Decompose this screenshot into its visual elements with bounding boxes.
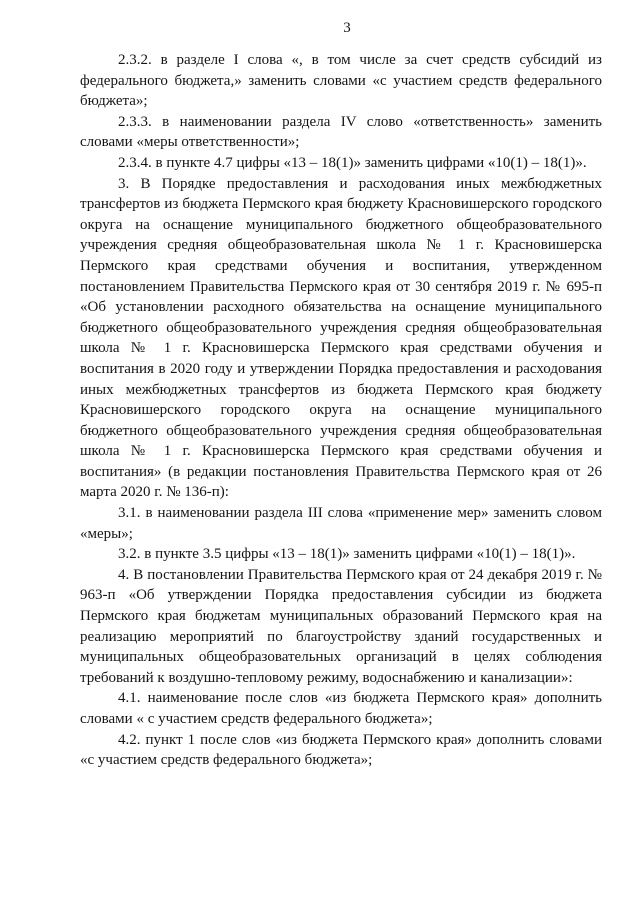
paragraph-2-3-4: 2.3.4. в пункте 4.7 цифры «13 – 18(1)» заменить цифрами «10(1) – 18(1)». [118,154,587,171]
paragraph-3-2: 3.2. в пункте 3.5 цифры «13 – 18(1)» заменить цифрами «10(1) – 18(1)». [118,546,576,563]
paragraph-4-2: 4.2. пункт 1 после слов «из бюджета Пермского края» дополнить словами «с участием средств федерального бюджета»; [80,731,602,769]
paragraph-2-3-3: 2.3.3. в наименовании раздела IV слово «ответственность» заменить словами «меры ответственности»; [80,113,602,151]
page-number: 3 [343,20,351,36]
paragraph-4-1: 4.1. наименование после слов «из бюджета Пермского края» дополнить словами « с участием средств федерального бюджета»; [80,690,602,727]
paragraph-4: 4. В постановлении Правительства Пермского края от 24 декабря 2019 г. № 963-п «Об утверждении Порядка предоставления субсидии из бюджета Пермского края бюджетам муниципальных образований Пермского края на реализацию мероприятий по благоустройству зданий государственных и муниципальных общеобразовательных организаций в целях соблюдения требований к воздушно-тепловому режиму, водоснабжению и канализации»: [80,566,602,686]
paragraph-3: 3. В Порядке предоставления и расходования иных межбюджетных трансфертов из бюджета Пермского края бюджету Красновишерского городского округа на оснащение муниципального бюджетного общеобразовательного учреждения средняя общеобразовательная школа № 1 г. Красновишерска Пермского края средствами обучения и воспитания, утвержденном постановлением Правительства Пермского края от 30 сентября 2019 г. № 695-п «Об установлении расходного обязательства на оснащение муниципального бюджетного общеобразовательного учреждения средняя общеобразовательная школа № 1 г. Красновишерска Пермского края средствами обучения и воспитания в 2020 году и утверждении Порядка предоставления и расходования иных межбюджетных трансфертов из бюджета Пермского края бюджету Красновишерского городского округа на оснащение муниципального бюджетного общеобразовательного учреждения средняя общеобразовательная школа № 1 г. Красновишерска Пермского края средствами обучения и воспитания» (в редакции постановления Правительства Пермского края от 26 марта 2020 г. № 136-п): [80,175,602,501]
paragraph-3-1: 3.1. в наименовании раздела III слова «применение мер» заменить словом «меры»; [80,505,602,542]
paragraph-2-3-2: 2.3.2. в разделе I слова «, в том числе за счет средств субсидий из федерального бюджета,» заменить словами «с участием средств федерального бюджета»; [80,52,602,110]
